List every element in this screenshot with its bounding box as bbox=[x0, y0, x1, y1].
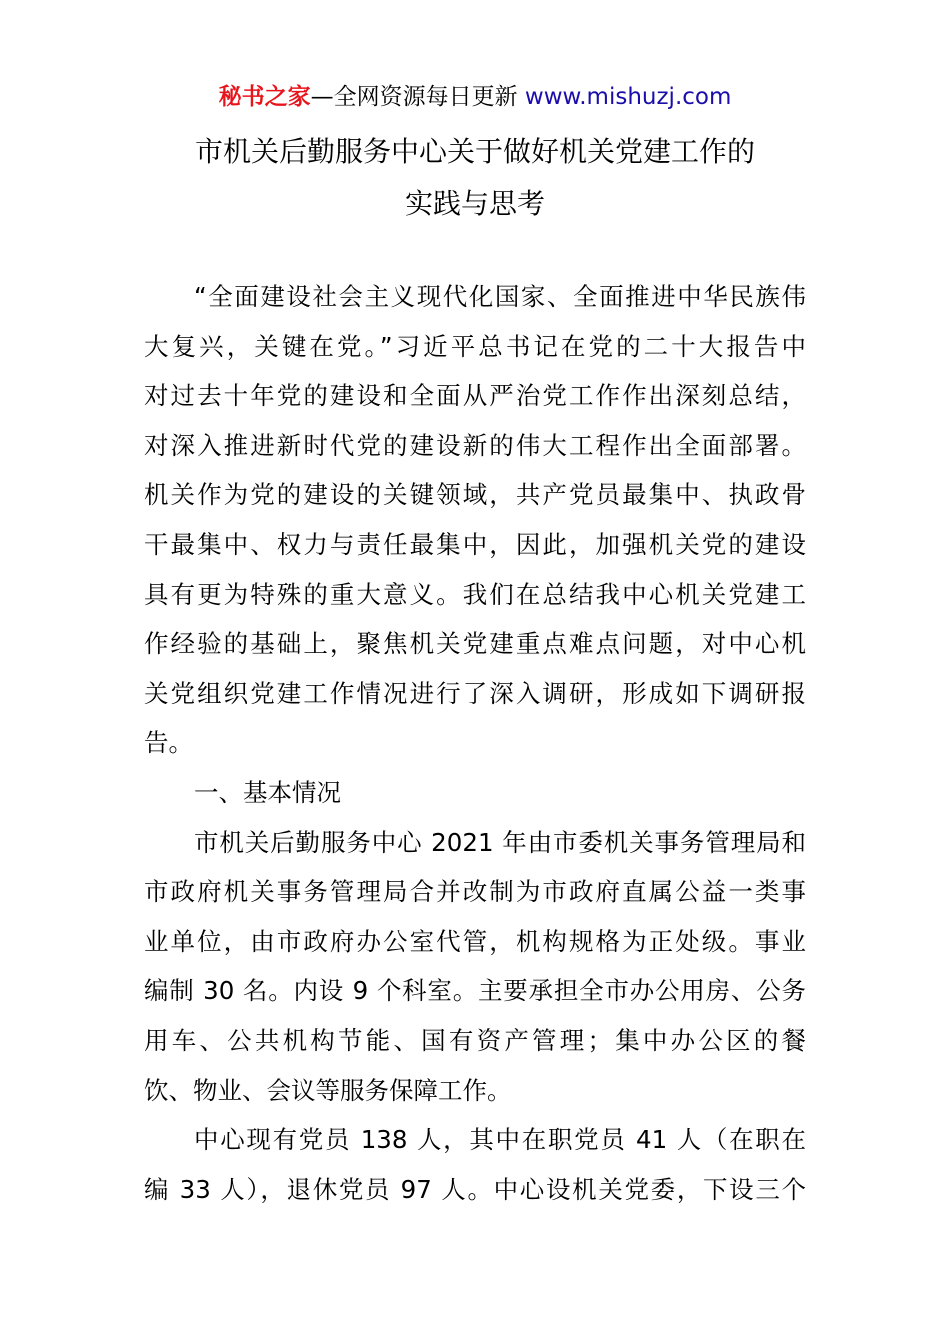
title-line-1: 市机关后勤服务中心关于做好机关党建工作的 bbox=[194, 135, 755, 168]
body-line: 对过去十年党的建设和全面从严治党工作作出深刻总结， bbox=[144, 381, 806, 411]
body-line: 业单位，由市政府办公室代管，机构规格为正处级。事业 bbox=[144, 926, 806, 956]
body-line: 作经验的基础上，聚焦机关党建重点难点问题，对中心机 bbox=[144, 629, 806, 659]
body-line: 编 33 人），退休党员 97 人。中心设机关党委，下设三个 bbox=[144, 1174, 806, 1204]
brand-name: 秘书之家 bbox=[218, 84, 311, 110]
site-url-link[interactable]: www.mishuzj.com bbox=[524, 84, 732, 110]
body-line: 中心现有党员 138 人，其中在职党员 41 人（在职在 bbox=[194, 1125, 806, 1155]
title-line-2: 实践与思考 bbox=[404, 187, 545, 220]
body-line: “全面建设社会主义现代化国家、全面推进中华民族伟 bbox=[194, 282, 806, 311]
site-banner bbox=[0, 80, 950, 114]
body-line: 对深入推进新时代党的建设新的伟大工程作出全面部署。 bbox=[144, 430, 806, 460]
body-line: 市机关后勤服务中心 2021 年由市委机关事务管理局和 bbox=[194, 827, 806, 857]
body-line: 用车、公共机构节能、国有资产管理；集中办公区的餐 bbox=[144, 1025, 806, 1055]
body-line: 具有更为特殊的重大意义。我们在总结我中心机关党建工 bbox=[144, 579, 806, 609]
section-heading: 一、基本情况 bbox=[194, 777, 341, 807]
banner-tagline: 全网资源每日更新 bbox=[333, 84, 518, 110]
banner-dash: — bbox=[310, 84, 334, 110]
body-line: 告。 bbox=[144, 728, 193, 758]
body-line: 饮、物业、会议等服务保障工作。 bbox=[144, 1075, 512, 1105]
body-line: 市政府机关事务管理局合并改制为市政府直属公益一类事 bbox=[144, 877, 806, 907]
document-title bbox=[0, 126, 950, 230]
document-body bbox=[144, 272, 806, 1214]
body-line: 机关作为党的建设的关键领域，共产党员最集中、执政骨 bbox=[144, 480, 806, 510]
body-line: 关党组织党建工作情况进行了深入调研，形成如下调研报 bbox=[144, 678, 806, 708]
body-line: 干最集中、权力与责任最集中，因此，加强机关党的建设 bbox=[144, 529, 806, 559]
body-line: 编制 30 名。内设 9 个科室。主要承担全市办公用房、公务 bbox=[144, 976, 806, 1006]
body-line: 大复兴，关键在党。”习近平总书记在党的二十大报告中 bbox=[144, 331, 806, 361]
